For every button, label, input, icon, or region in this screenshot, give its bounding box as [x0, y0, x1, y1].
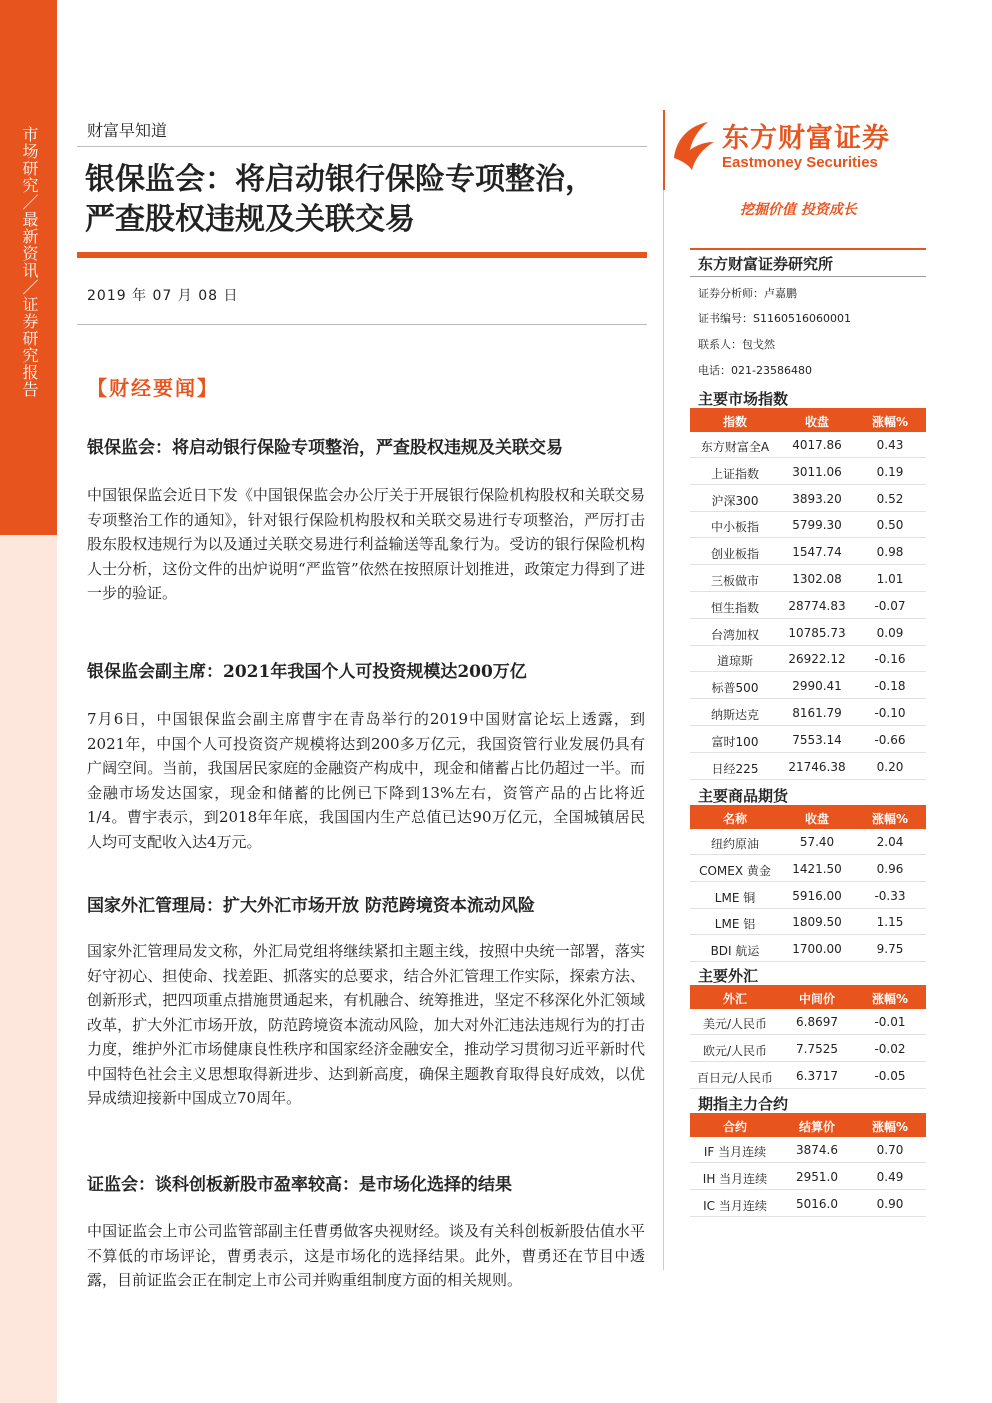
table-cell: -0.07 [874, 598, 906, 613]
table-cell: 8161.79 [792, 706, 842, 720]
table-header-cell: 收盘 [804, 415, 829, 429]
table-cell: 创业板指 [710, 547, 759, 562]
table-row [690, 1063, 926, 1089]
table-cell: 美元/人民币 [702, 1017, 768, 1031]
row-divider [690, 961, 926, 962]
table-header-cell: 涨幅% [871, 415, 909, 429]
brand-name-en: Eastmoney Securities [722, 154, 878, 171]
table-cell: 21746.38 [788, 759, 846, 774]
table-header [690, 985, 926, 1009]
table-cell: 57.40 [799, 835, 835, 849]
table-row [690, 512, 926, 538]
table-header-cell: 外汇 [722, 992, 747, 1006]
table-cell: -0.16 [874, 652, 906, 667]
row-divider [690, 779, 926, 780]
table-cell: 26922.12 [788, 652, 846, 667]
table-row [690, 829, 926, 855]
table-row [690, 566, 926, 592]
table-cell: 6.3717 [796, 1068, 838, 1083]
table-cell: -0.02 [874, 1041, 906, 1056]
table-cell: 台湾加权 [710, 627, 759, 642]
news-body: 国家外汇管理局发文称，外汇局党组将继续紧扣主题主线，按照中央统一部署，落实好守初心、担使命、找差距、抓落实的总要求，结合外汇管理工作实际，探索方法、创新形式，把四项重点措施贯通起来，有机融合、统筹推进，坚定不移深化外汇领域改革，扩大外汇市场开放，防范跨境资本流动风险，加大对外汇违法违规行为的打击力度，维护外汇市场健康良性秩序和国家经济金融安全，推动学习贯彻习近平新时代中国特色社会主义思想取得新进步、达到新高度，确保主题教育取得良好成效，以优异成绩迎接新中国成立70周年。 [87, 942, 645, 1107]
table-cell: IF 当月连续 [703, 1145, 767, 1159]
table-cell: 1.15 [876, 915, 904, 930]
table-cell: 7.7525 [796, 1041, 838, 1056]
table-cell: 5016.0 [796, 1196, 838, 1211]
table-cell: 6.8697 [796, 1015, 838, 1029]
table-header [690, 408, 926, 432]
table-cell: 5916.00 [792, 888, 842, 903]
table-cell: 日经225 [711, 761, 759, 776]
column-divider-accent [663, 110, 665, 190]
table-row [690, 539, 926, 565]
section-tag: 【财经要闻】 [87, 376, 219, 400]
table-cell: -0.33 [874, 888, 906, 903]
table-cell: 欧元/人民币 [702, 1043, 768, 1058]
table-cell: 富时100 [711, 734, 759, 749]
news-title: 证监会：谈科创板新股市盈率较高：是市场化选择的结果 [87, 1175, 512, 1195]
table-title: 主要市场指数 [698, 390, 789, 408]
table-cell: 0.70 [876, 1143, 904, 1157]
row-divider [690, 1216, 926, 1217]
table-cell: 三板做市 [710, 574, 759, 588]
title-line-1: 银保监会：将启动银行保险专项整治， [85, 162, 595, 197]
table-cell: COMEX 黄金 [699, 863, 771, 878]
table-cell: -0.05 [874, 1068, 906, 1083]
table-cell: 0.98 [876, 545, 904, 560]
table-cell: 3893.20 [792, 491, 842, 506]
table-cell: 百日元/人民币 [696, 1070, 774, 1085]
table-cell: 0.90 [876, 1196, 904, 1211]
table-cell: 28774.83 [788, 598, 846, 613]
institute-underline [690, 276, 926, 277]
table-header-cell: 涨幅% [871, 812, 909, 826]
title-line-2: 严查股权违规及关联交易 [85, 202, 415, 237]
report-type: 财富早知道 [87, 121, 168, 140]
table-cell: -0.01 [874, 1015, 906, 1029]
table-cell: 1809.50 [792, 915, 842, 930]
table-cell: 0.43 [876, 438, 904, 452]
side-bar-accent [0, 0, 57, 535]
table-cell: 0.20 [876, 759, 904, 774]
news-title: 国家外汇管理局：扩大外汇市场开放 防范跨境资本流动风险 [87, 896, 535, 916]
table-row [690, 673, 926, 699]
news-body: 7月6日，中国银保监会副主席曹宇在青岛举行的2019中国财富论坛上透露，到2021年，中国个人可投资资产规模将达到200多万亿元，我国资管行业发展仍具有广阔空间。当前，我国居民家庭的金融资产构成中，现金和储蓄占比仍超过一半。而金融市场发达国家，现金和储蓄的比例已下降到13%左右，资管产品的占比将近1/4。曹宇表示，到2018年年底，我国国内生产总值已达90万亿元，全国城镇居民人均可支配收入达4万元。 [87, 710, 645, 851]
table-cell: 1700.00 [792, 942, 842, 957]
table-cell: 道琼斯 [716, 654, 753, 669]
table-cell: 5799.30 [792, 518, 842, 533]
brand-mark-icon [668, 116, 718, 176]
table-title: 主要商品期货 [698, 787, 789, 805]
table-cell: 沪深300 [711, 493, 759, 508]
table-cell: 中小板指 [710, 520, 759, 535]
news-body: 中国证监会上市公司监管部副主任曹勇做客央视财经。谈及有关科创板新股估值水平不算低的市场评论，曹勇表示，这是市场化的选择结果。此外，曹勇还在节目中透露，目前证监会正在制定上市公司并购重组制度方面的相关规则。 [87, 1222, 645, 1289]
brand-slogan: 挖掘价值 投资成长 [740, 202, 857, 218]
date-rule [77, 324, 647, 325]
table-cell: 9.75 [876, 942, 904, 957]
table-cell: IC 当月连续 [703, 1198, 767, 1213]
table-row [690, 459, 926, 485]
table-cell: 0.96 [876, 861, 904, 876]
news-body: 中国银保监会近日下发《中国银保监会办公厅关于开展银行保险机构股权和关联交易专项整治工作的通知》，针对银行保险机构股权和关联交易进行专项整治，严厉打击股东股权违规行为以及通过关联交易进行利益输送等乱象行为。受访的银行保险机构人士分析，这份文件的出炉说明“严监管”依然在按照原计划推进，政策定力得到了进一步的验证。 [87, 486, 645, 602]
table-cell: 10785.73 [788, 625, 846, 640]
news-title: 银保监会副主席：2021年我国个人可投资规模达200万亿 [87, 662, 527, 682]
table-cell: -0.10 [874, 706, 906, 720]
table-cell: 纳斯达克 [710, 708, 759, 722]
table-header [690, 1113, 926, 1137]
table-title: 主要外汇 [698, 967, 759, 985]
table-cell: 恒生指数 [710, 600, 759, 615]
contact-person: 联系人：包戈然 [698, 338, 775, 351]
title-rule [77, 252, 647, 258]
table-cell: 东方财富全A [700, 440, 770, 454]
brand-logo [668, 116, 918, 180]
page-title [85, 160, 645, 240]
table-row [690, 1137, 926, 1163]
row-divider [690, 1088, 926, 1089]
table-cell: -0.18 [874, 679, 906, 694]
institute-name: 东方财富证券研究所 [698, 255, 834, 273]
side-category-text: 市场研究／最新资讯／证券研究报告 [20, 126, 39, 398]
report-date: 2019 年 07 月 08 日 [87, 288, 239, 304]
cert-number: 证书编号：S1160516060001 [698, 312, 851, 325]
table-cell: 2.04 [876, 835, 904, 849]
table-cell: LME 铝 [714, 917, 756, 932]
table-row [690, 883, 926, 909]
table-cell: 0.09 [876, 625, 904, 640]
phone-number: 电话：021-23586480 [698, 364, 812, 377]
table-row [690, 700, 926, 726]
table-row [690, 936, 926, 962]
table-header-cell: 收盘 [804, 812, 829, 826]
table-cell: LME 铜 [714, 890, 756, 905]
table-cell: 标普500 [711, 681, 759, 696]
analyst-name: 证券分析师：卢嘉鹏 [698, 287, 797, 300]
table-row [690, 432, 926, 458]
table-cell: 0.52 [876, 491, 904, 506]
table-cell: 3874.6 [796, 1143, 838, 1157]
table-row [690, 856, 926, 882]
table-row [690, 1164, 926, 1190]
table-cell: 2990.41 [792, 679, 842, 694]
table-cell: -0.66 [874, 732, 906, 747]
table-row [690, 486, 926, 512]
table-row [690, 909, 926, 935]
table-row [690, 754, 926, 780]
table-cell: IH 当月连续 [702, 1171, 768, 1186]
table-row [690, 620, 926, 646]
table-cell: 0.19 [876, 464, 904, 479]
table-header-cell: 中间价 [798, 992, 835, 1006]
table-row [690, 727, 926, 753]
table-cell: 4017.86 [792, 438, 842, 452]
table-header-cell: 结算价 [798, 1120, 835, 1134]
institute-rule [690, 248, 926, 250]
table-cell: 纽约原油 [710, 837, 759, 851]
table-header-cell: 名称 [722, 812, 747, 826]
table-header-cell: 涨幅% [871, 992, 909, 1006]
table-cell: 7553.14 [792, 732, 842, 747]
brand-name-cn: 东方财富证券 [722, 123, 890, 154]
table-header-cell: 指数 [722, 415, 747, 429]
table-header [690, 805, 926, 829]
news-title: 银保监会：将启动银行保险专项整治，严查股权违规及关联交易 [87, 438, 563, 458]
table-row [690, 1191, 926, 1217]
table-row [690, 1009, 926, 1035]
table-cell: 1547.74 [792, 545, 842, 560]
table-header-cell: 合约 [722, 1120, 747, 1134]
header-rule [77, 146, 647, 147]
table-cell: 0.49 [876, 1169, 904, 1184]
table-cell: 上证指数 [710, 466, 759, 481]
table-row [690, 1036, 926, 1062]
table-cell: 2951.0 [796, 1169, 838, 1184]
table-cell: 1.01 [876, 572, 904, 586]
column-divider [663, 110, 664, 1270]
table-title: 期指主力合约 [698, 1095, 789, 1113]
table-cell: 0.50 [876, 518, 904, 533]
table-cell: 1421.50 [792, 861, 842, 876]
table-row [690, 646, 926, 672]
table-row [690, 593, 926, 619]
table-header-cell: 涨幅% [871, 1120, 909, 1134]
table-cell: 3011.06 [792, 464, 842, 479]
table-cell: 1302.08 [792, 572, 842, 586]
table-cell: BDI 航运 [710, 944, 760, 959]
